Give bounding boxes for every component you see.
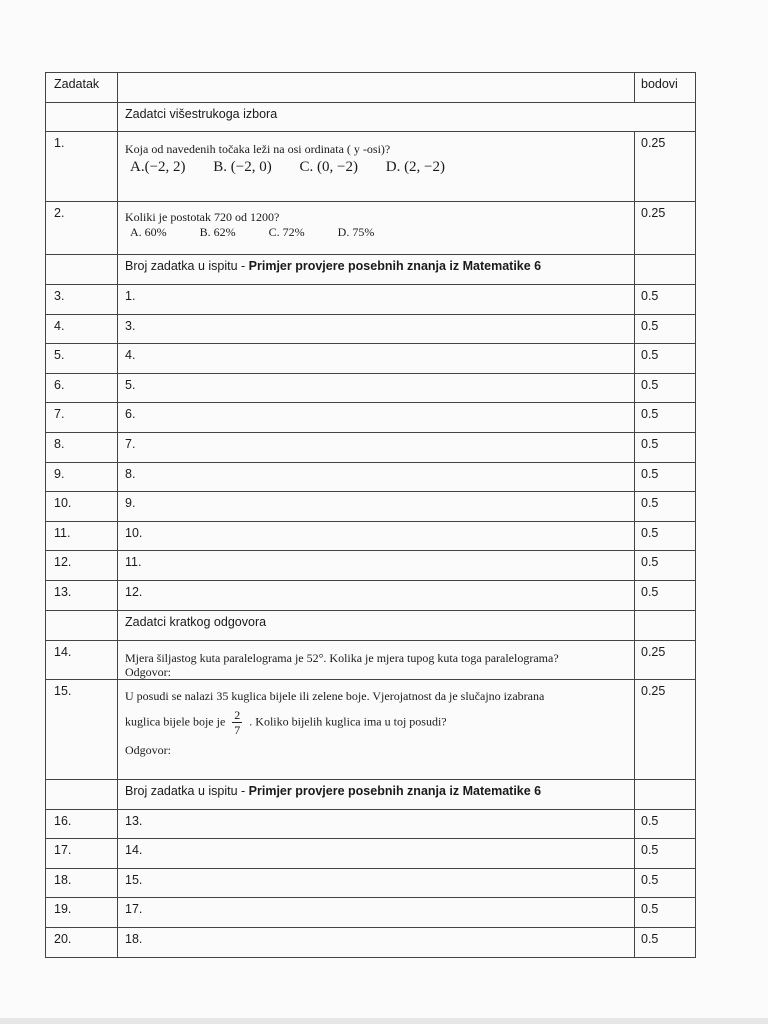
question-number: 13. <box>46 580 118 610</box>
question-row-1 <box>46 132 696 202</box>
exam-task-reference: 7. <box>118 432 635 462</box>
fraction <box>232 708 242 737</box>
table-row <box>46 521 696 551</box>
question-points: 0.5 <box>635 344 696 374</box>
question-number: 3. <box>46 285 118 315</box>
fraction-denominator: 7 <box>234 722 241 737</box>
question-points: 0.25 <box>635 640 696 679</box>
question-points: 0.5 <box>635 927 696 957</box>
question-text: U posudi se nalazi 35 kuglica bijele ili zelene boje. Vjerojatnost da je slučajno izabrana <box>125 688 545 703</box>
question-points: 0.5 <box>635 432 696 462</box>
question-number: 9. <box>46 462 118 492</box>
option-c: C. 72% <box>268 225 305 239</box>
exam-task-reference: 14. <box>118 839 635 869</box>
question-number: 10. <box>46 492 118 522</box>
section-ref-title: Primjer provjere posebnih znanja iz Matematike 6 <box>248 259 542 273</box>
question-points: 0.5 <box>635 403 696 433</box>
section-row-reference-a <box>46 255 696 285</box>
header-empty <box>118 73 635 103</box>
question-number: 6. <box>46 373 118 403</box>
question-number: 8. <box>46 432 118 462</box>
table-row <box>46 432 696 462</box>
question-row-2 <box>46 202 696 255</box>
exam-task-reference: 11. <box>118 551 635 581</box>
table-row <box>46 344 696 374</box>
question-number: 18. <box>46 868 118 898</box>
question-number: 14. <box>46 640 118 679</box>
question-number: 7. <box>46 403 118 433</box>
table-row <box>46 868 696 898</box>
exam-task-reference: 6. <box>118 403 635 433</box>
exam-task-reference: 5. <box>118 373 635 403</box>
score-table <box>45 72 696 958</box>
header-zadatak: Zadatak <box>46 73 118 103</box>
question-row-15 <box>46 679 696 779</box>
question-points: 0.25 <box>635 202 696 255</box>
table-row <box>46 839 696 869</box>
question-number: 17. <box>46 839 118 869</box>
table-row <box>46 373 696 403</box>
table-row <box>46 403 696 433</box>
question-number: 20. <box>46 927 118 957</box>
section-row-multiple-choice <box>46 103 696 132</box>
answer-label: Odgovor: <box>125 742 171 757</box>
exam-task-reference: 10. <box>118 521 635 551</box>
question-text: Koja od navedenih točaka leži na osi ordinata ( y -osi)? <box>125 142 391 156</box>
exam-task-reference: 13. <box>118 809 635 839</box>
question-points: 0.5 <box>635 521 696 551</box>
score-table-sheet <box>45 72 696 958</box>
table-row <box>46 580 696 610</box>
option-d: D. (2, −2) <box>385 159 446 175</box>
question-number: 11. <box>46 521 118 551</box>
section-title-short-answer: Zadatci kratkog odgovora <box>118 610 635 640</box>
question-text-line2: kuglica bijele boje je $\frac{2}{7}$ . Koliko bijelih kuglica ima u toj posudi? <box>125 707 447 737</box>
option-a: A. 60% <box>130 225 167 239</box>
question-points: 0.25 <box>635 132 696 202</box>
option-d: D. 75% <box>337 225 375 239</box>
section-title-multiple-choice: Zadatci višestrukoga izbora <box>118 103 696 132</box>
question-row-14 <box>46 640 696 679</box>
option-b: B. (−2, 0) <box>213 159 272 175</box>
section-ref-prefix: Broj zadatka u ispitu - <box>125 783 249 798</box>
exam-task-reference: 12. <box>118 580 635 610</box>
exam-task-reference: 15. <box>118 868 635 898</box>
question-points: 0.5 <box>635 898 696 928</box>
question-points: 0.5 <box>635 285 696 315</box>
question-points: 0.5 <box>635 314 696 344</box>
table-row <box>46 809 696 839</box>
header-bodovi: bodovi <box>635 73 696 103</box>
exam-task-reference: 9. <box>118 492 635 522</box>
question-points: 0.5 <box>635 373 696 403</box>
section-row-short-answer <box>46 610 696 640</box>
question-points: 0.5 <box>635 868 696 898</box>
header-row <box>46 73 696 103</box>
answer-label: Odgovor: <box>125 664 171 679</box>
question-number: 2. <box>46 202 118 255</box>
question-text: Mjera šiljastog kuta paralelograma je 52°. Kolika je mjera tupog kuta toga paralelograma? <box>125 650 559 665</box>
section-ref-prefix: Broj zadatka u ispitu - <box>125 259 249 273</box>
table-row <box>46 898 696 928</box>
option-b: B. 62% <box>199 225 236 239</box>
exam-task-reference: 3. <box>118 314 635 344</box>
exam-task-reference: 17. <box>118 898 635 928</box>
table-row <box>46 551 696 581</box>
question-options <box>125 225 634 240</box>
scan-bottom-edge <box>0 1018 768 1024</box>
question-points: 0.25 <box>635 679 696 779</box>
question-number: 1. <box>46 132 118 202</box>
question-number: 4. <box>46 314 118 344</box>
question-points: 0.5 <box>635 580 696 610</box>
question-points: 0.5 <box>635 551 696 581</box>
question-options <box>125 159 634 176</box>
exam-task-reference: 4. <box>118 344 635 374</box>
question-number: 12. <box>46 551 118 581</box>
exam-task-reference: 1. <box>118 285 635 315</box>
question-number: 19. <box>46 898 118 928</box>
question-number: 16. <box>46 809 118 839</box>
section-ref-title: Primjer provjere posebnih znanja iz Matematike 6 <box>248 783 542 798</box>
question-number: 15. <box>46 679 118 779</box>
table-row <box>46 927 696 957</box>
question-points: 0.5 <box>635 809 696 839</box>
question-points: 0.5 <box>635 839 696 869</box>
question-text: Koliki je postotak 720 od 1200? <box>125 210 280 224</box>
table-row <box>46 314 696 344</box>
section-title-reference <box>118 779 635 809</box>
question-number: 5. <box>46 344 118 374</box>
exam-task-reference: 8. <box>118 462 635 492</box>
table-row <box>46 285 696 315</box>
section-title-reference <box>118 255 635 285</box>
fraction-numerator: 2 <box>234 707 241 722</box>
question-points: 0.5 <box>635 492 696 522</box>
table-row <box>46 492 696 522</box>
table-row <box>46 462 696 492</box>
question-points: 0.5 <box>635 462 696 492</box>
option-a: A.(−2, 2) <box>130 159 186 175</box>
option-c: C. (0, −2) <box>299 159 358 175</box>
exam-task-reference: 18. <box>118 927 635 957</box>
section-row-reference-b <box>46 779 696 809</box>
